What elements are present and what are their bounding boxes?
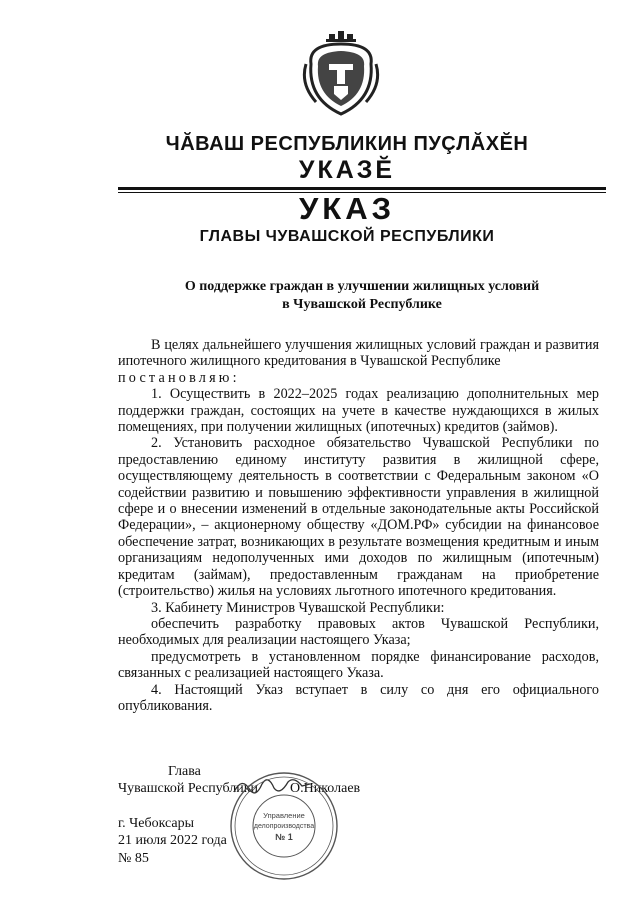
- item-3b-paragraph: предусмотреть в установленном порядке финансирование расходов, связанных с реализацией настоящего Указа.: [118, 648, 599, 682]
- head-of-republic-heading: ГЛАВЫ ЧУВАШСКОЙ РЕСПУБЛИКИ: [199, 228, 495, 245]
- title-line-1: О поддержке граждан в улучшении жилищных условий: [184, 279, 540, 294]
- preamble-paragraph: В целях дальнейшего улучшения жилищных условий граждан и развития ипотечного жилищного кредитования в Чувашской Республике: [118, 337, 599, 370]
- decree-body: [118, 337, 599, 714]
- decree-number: № 85: [118, 851, 149, 866]
- decree-word-chuvash: УКАЗĔ: [298, 156, 396, 184]
- item-3-paragraph: 3. Кабинету Министров Чувашской Республики:: [151, 599, 445, 616]
- item-3a-paragraph: обеспечить разработку правовых актов Чувашской Республики, необходимых для реализации настоящего Указа;: [118, 615, 599, 649]
- decree-word-russian: УКАЗ: [298, 191, 395, 226]
- stamp-line-1: Управление: [263, 811, 305, 820]
- signing-date: 21 июля 2022 года: [118, 833, 227, 848]
- signatory-position-line-2: Чувашской Республики: [118, 781, 259, 796]
- signatory-position-line-1: Глава: [168, 764, 201, 779]
- republic-name-chuvash: ЧĂВАШ РЕСПУБЛИКИН ПУÇЛĂХĔН: [165, 133, 529, 155]
- item-1-paragraph: 1. Осуществить в 2022–2025 годах реализацию дополнительных мер поддержки граждан, состоящих на учете в качестве нуждающихся в жилых помещениях, при получении жилищных (ипотечных) кредитов (займов).: [118, 386, 599, 436]
- stamp-line-3: № 1: [275, 832, 293, 842]
- title-line-2: в Чувашской Республике: [282, 297, 442, 312]
- signing-city: г. Чебоксары: [118, 816, 195, 831]
- coat-of-arms-emblem: [296, 24, 386, 124]
- decree-word-paragraph: постановляю:: [118, 369, 240, 386]
- official-stamp: [228, 770, 340, 882]
- signatory-name: О.Николаев: [290, 781, 361, 796]
- header-rule-thick: [118, 187, 606, 190]
- item-2-paragraph: 2. Установить расходное обязательство Чувашской Республики по предоставлению единому институту развития в жилищной сфере, осуществляющему деятельность в соответствии с Федеральным законом «О содействии развитию и повышению эффективности управления в жилищной сфере и о внесении изменений в отдельные законодательные акты Российской Федерации», – акционерному обществу «ДОМ.РФ» субсидии на финансовое обеспечение затрат, возникающих в результате возмещения кредитным и иным организациям недополученных ими доходов по жилищным (ипотечным) кредитам (займам), предоставленным гражданам на приобретение (строительство) жилья на условиях льготного ипотечного кредитования.: [118, 435, 599, 600]
- item-4-paragraph: 4. Настоящий Указ вступает в силу со дня его официального опубликования.: [118, 681, 599, 714]
- decree-title: [118, 278, 606, 314]
- stamp-line-2: делопроизводства: [253, 823, 315, 830]
